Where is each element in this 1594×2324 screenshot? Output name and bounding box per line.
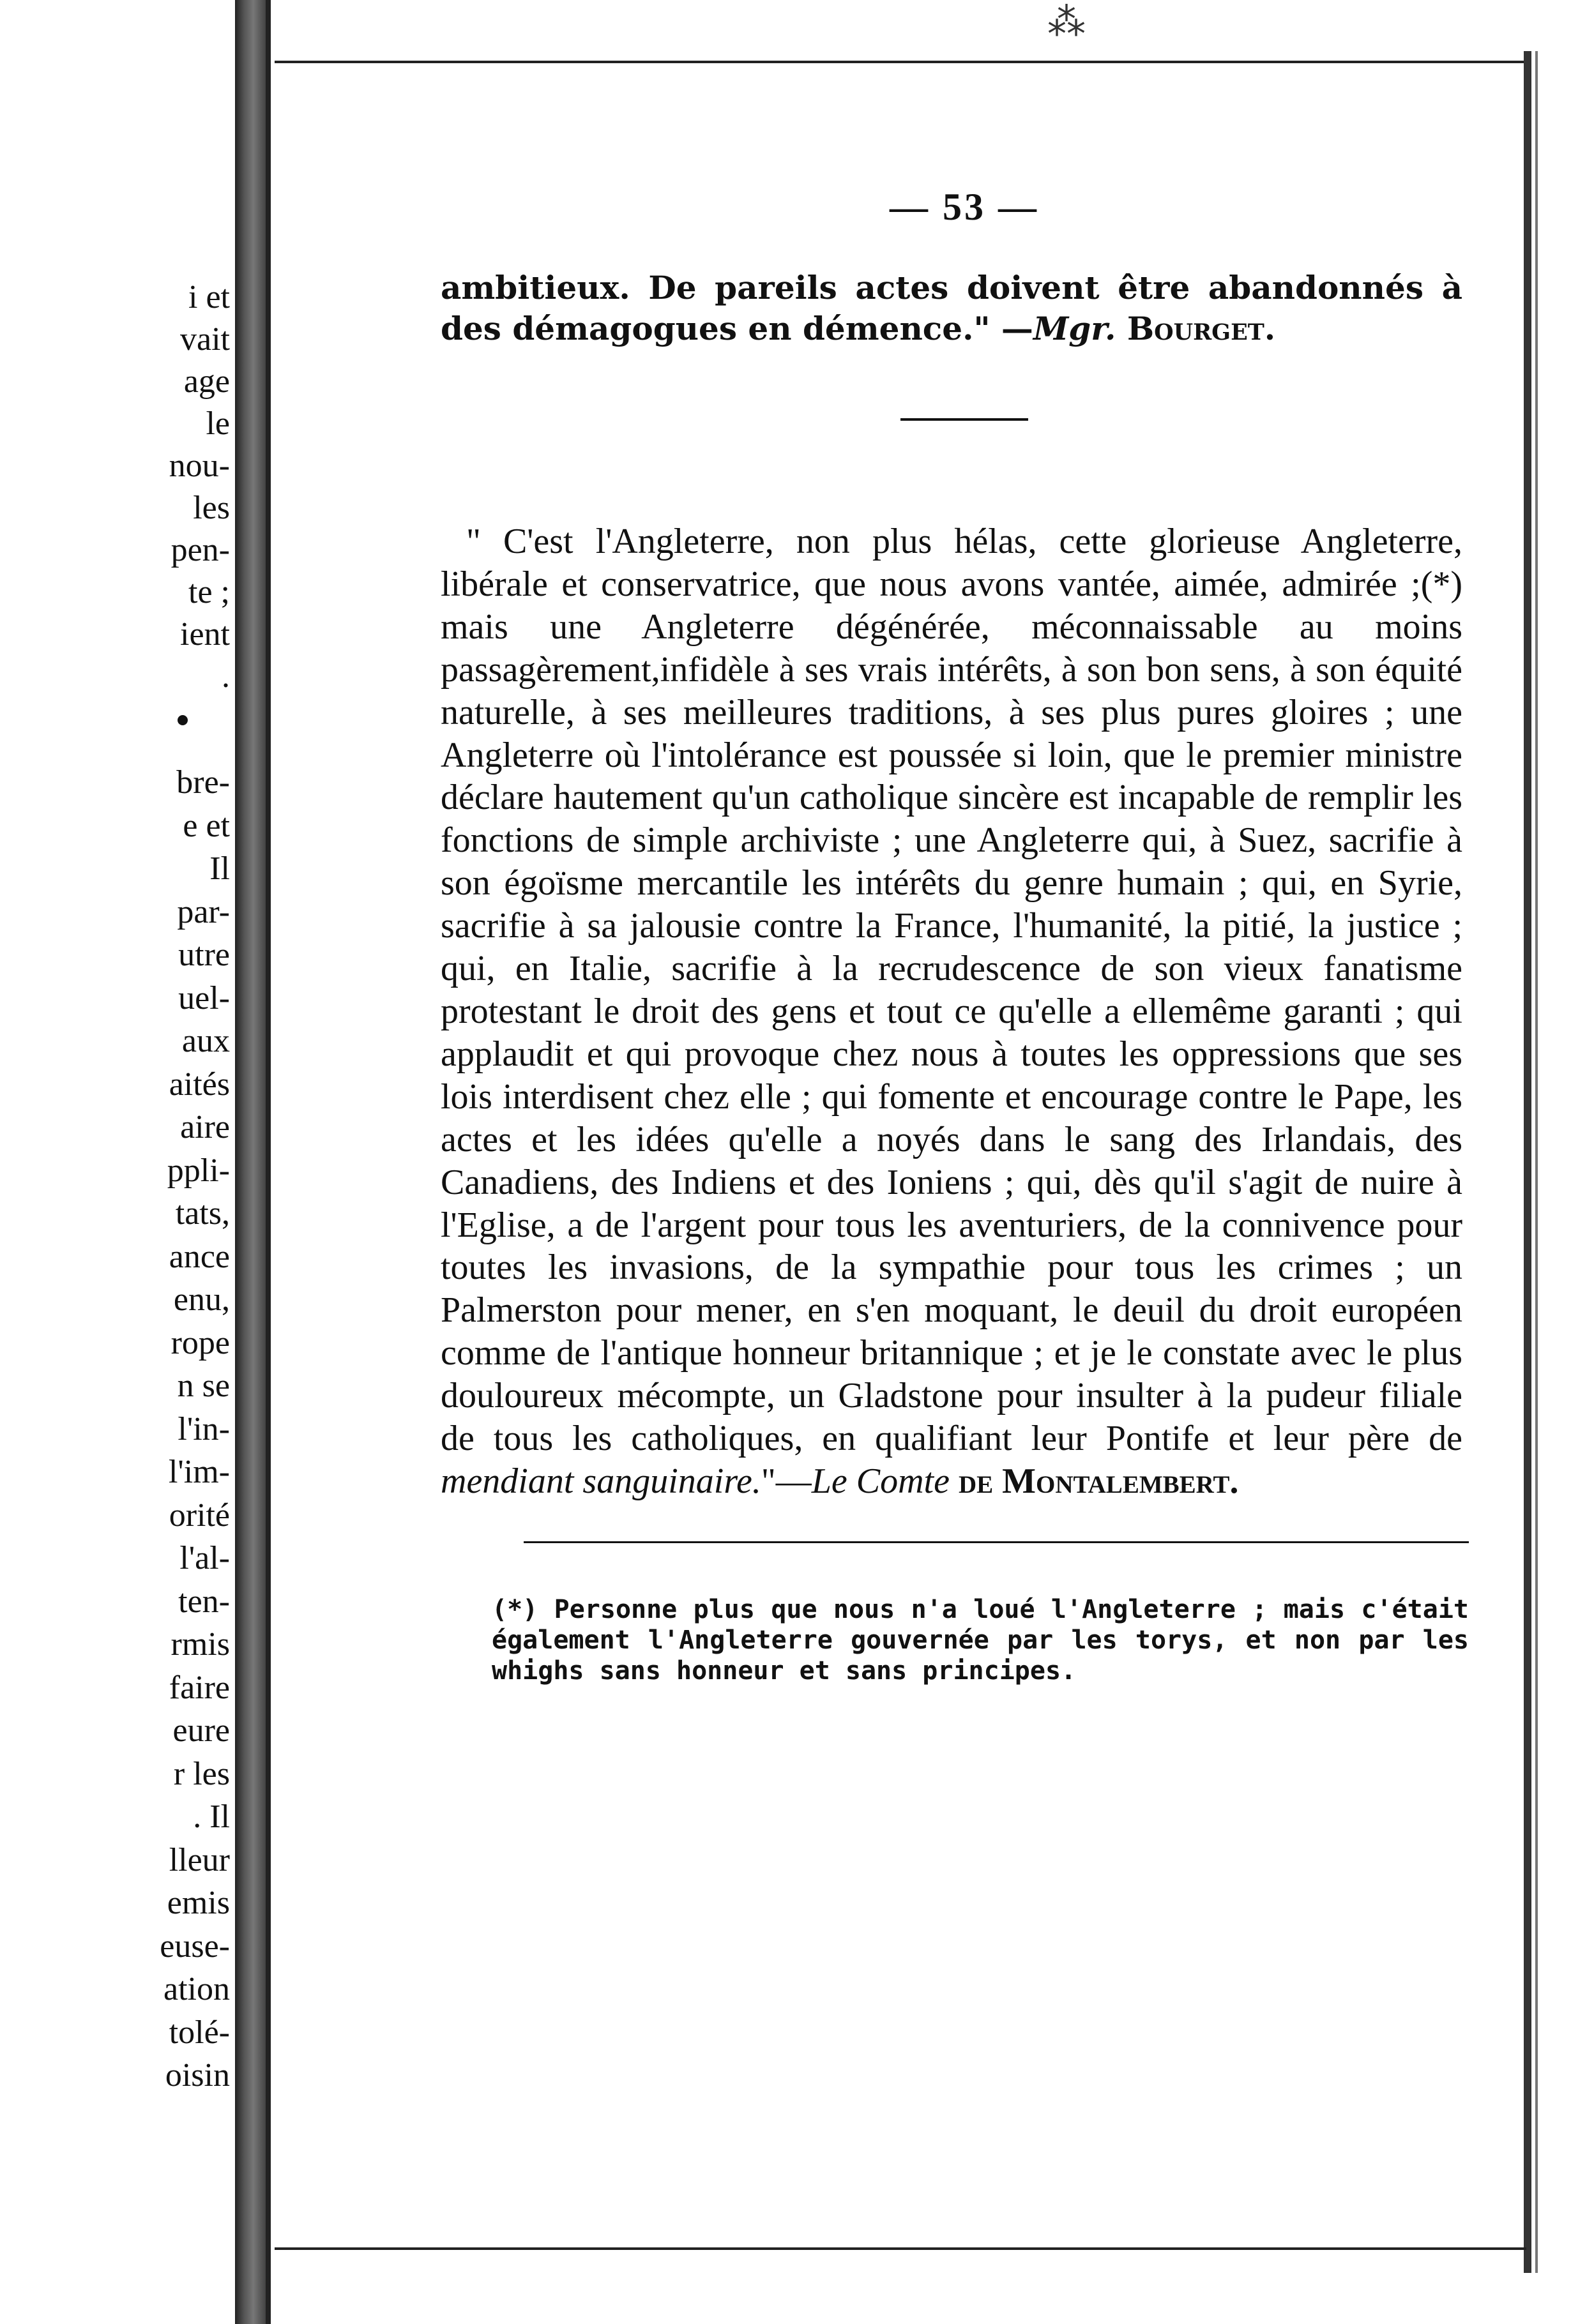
section-divider [900,418,1028,421]
facing-page-line: utre [178,937,230,973]
gutter-edge [266,0,271,2324]
facing-page-line: oisin [165,2057,230,2094]
footnote: (*) Personne plus que nous n'a loué l'Angleterre ; mais c'était également l'Angleterre gouvernée par les torys, et non par les whighs sans honneur et sans principes. [492,1594,1469,1686]
quote-author-title: Le Comte [811,1461,950,1501]
facing-page-line: eure [172,1712,230,1749]
facing-page-line: lleur [169,1841,230,1878]
facing-page-line: ation [163,1971,230,2007]
facing-page-fragment [0,0,236,2324]
facing-page-line: Il [209,850,230,887]
quote-text: " C'est l'Angleterre, non plus hélas, cette glorieuse Angleterre, libérale et conservatrice, que nous avons vantée, aimée, admirée ;(*) mais une Angleterre dégénérée, méconnaissable au moins passagèrement,infidèle à ses vrais intérêts, à son bon sens, à son équité naturelle, à ses meilleures traditions, à ses plus pures gloires ; une Angleterre où l'intolérance est poussée si loin, que le premier ministre déclare hautement qu'un catholique sincère est incapable de remplir les fonctions de simple archiviste ; une Angleterre qui, à Suez, sacrifie à son égoïsme mercantile les intérêts du genre humain ; qui, en Syrie, sacrifie à sa jalousie contre la France, l'humanité, la pitié, la justice ; qui, en Italie, sacrifie à la recrudescence de son vieux fanatisme protestant le droit des gens et tout ce qu'elle a ellemême garanti ; qui applaudit et qui provoque chez nous à toutes les oppressions que ses lois interdisent chez elle ; qui fomente et encourage contre le Pape, les actes et les idées qu'elle a noyés dans le sang des Irlandais, des Canadiens, des Indiens et des Ioniens ; qui, dès qu'il s'agit de nuire à l'Eglise, a de l'argent pour tous les aventuriers, de la connivence pour toutes les invasions, de la sympathie pour tous les crimes ; un Palmerston pour mener, en s'en moquant, le deuil du droit européen comme de l'antique honneur britannique ; et je le constate avec le plus douloureux mécompte, un Gladstone pour insulter à la pudeur filiale de tous les catholiques, en qualifiant leur Pontife et leur père de [441,522,1462,1459]
facing-page-line: rmis [171,1626,230,1663]
facing-page-line: ance [169,1238,230,1275]
opening-text: ambitieux. De pareils actes doivent être abandonnés à des démagogues en démence." — [441,269,1462,347]
quote-emphasis: mendiant sanguinaire. [441,1461,761,1501]
facing-page-line: ppli- [167,1152,230,1189]
page-number: — 53 — [890,186,1039,228]
book-page [441,185,1469,1686]
facing-page-line: l'al- [179,1540,230,1576]
facing-page-line: pen- [171,532,230,568]
facing-page-line: i et [188,279,230,315]
opening-author-title: Mgr. [1033,310,1116,347]
facing-page-line: l'im- [168,1454,230,1490]
facing-page-line: l'in- [178,1410,230,1447]
facing-page-line: ten- [178,1583,230,1620]
facing-page-line: ient [180,616,230,653]
facing-page-line: enu, [173,1281,230,1318]
facing-page-line: aités [169,1066,230,1103]
facing-page-line: aire [180,1109,230,1145]
quote-close: "— [761,1461,812,1501]
facing-page-line: age [183,363,230,400]
scan-mark-icon: ⁂ [1047,0,1086,45]
facing-page-line: le [206,405,230,442]
scan-frame-bottom [275,2247,1526,2250]
scan-frame-right-inner [1535,51,1538,2273]
facing-page-line: les [193,490,230,526]
facing-page-line: rope [171,1324,230,1361]
quote-author-name: de Montalembert. [958,1461,1239,1501]
facing-page-line: orité [169,1497,230,1534]
facing-page-line: r les [173,1755,230,1792]
facing-page-line: n se [177,1368,230,1404]
facing-page-line: . [222,658,230,695]
facing-page-line: tolé- [169,2014,230,2051]
scan-frame-top [275,61,1526,63]
footnote-rule [524,1541,1469,1543]
facing-page-line: vait [180,321,230,358]
facing-page-line: par- [177,893,230,930]
facing-page-line: nou- [169,448,230,484]
ink-dot [178,715,188,725]
facing-page-line: faire [169,1669,230,1706]
facing-page-line: bre- [176,764,230,801]
facing-page-line: uel- [178,979,230,1016]
facing-page-line: te ; [188,574,230,610]
opening-author-name: Bourget. [1127,310,1276,347]
facing-page-line: emis [167,1885,230,1921]
book-gutter [235,0,266,2324]
facing-page-line: aux [181,1023,230,1059]
quote-paragraph [441,520,1462,1503]
facing-page-line: . Il [193,1799,230,1835]
facing-page-line: tats, [175,1195,230,1232]
facing-page-line: euse- [160,1928,230,1965]
opening-paragraph [441,268,1462,349]
scan-frame-right [1524,51,1531,2273]
facing-page-line: e et [183,807,230,844]
